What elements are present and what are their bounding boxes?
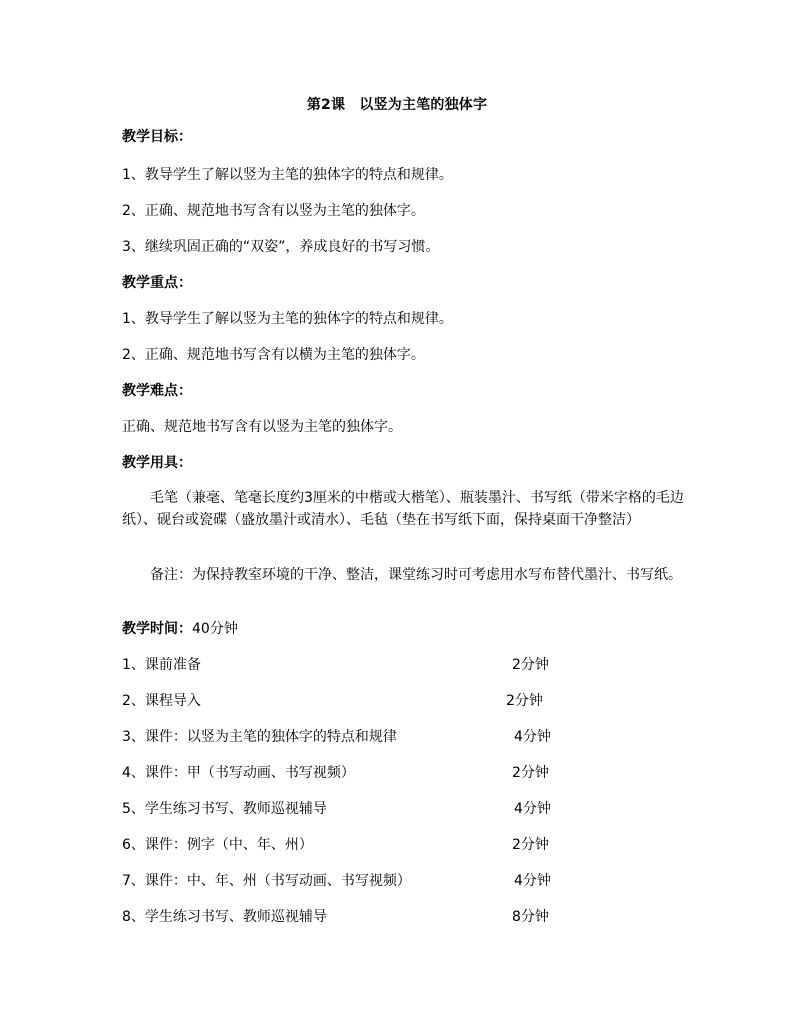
schedule-time-6: 2分钟: [512, 837, 549, 853]
note-text: 备注：为保持教室环境的干净、整洁，课堂练习时可考虑用水写布替代墨汁、书写纸。: [150, 567, 682, 583]
schedule-item-6: 6、课件：例字（中、年、州）: [122, 837, 313, 853]
key-point-item-2: 2、正确、规范地书写含有以横为主笔的独体字。: [122, 347, 425, 363]
teaching-time: [122, 620, 238, 638]
schedule-item-5: 5、学生练习书写、教师巡视辅导: [122, 801, 327, 817]
schedule-time-4: 2分钟: [512, 765, 549, 781]
difficulties-text: 正确、规范地书写含有以竖为主笔的独体字。: [122, 419, 402, 435]
objectives-heading: 教学目标：: [122, 129, 192, 145]
schedule-item-7: 7、课件：中、年、州（书写动画、书写视频）: [122, 873, 411, 889]
key-point-item-1: 1、教导学生了解以竖为主笔的独体字的特点和规律。: [122, 311, 453, 327]
tools-text: 毛笔（兼毫、笔毫长度约3厘米的中楷或大楷笔）、瓶装墨汁、书写纸（带米字格的毛边纸）、砚台或瓷碟（盛放墨汁或清水）、毛毡（垫在书写纸下面，保持桌面干净整洁）: [122, 490, 684, 528]
schedule-time-5: 4分钟: [514, 801, 551, 817]
schedule-time-8: 8分钟: [512, 909, 549, 925]
key-points-heading: 教学重点：: [122, 275, 192, 291]
schedule-item-1: 1、课前准备: [122, 657, 201, 673]
teaching-time-value: 40分钟: [192, 621, 238, 637]
schedule-time-7: 4分钟: [514, 873, 551, 889]
difficulties-heading: 教学难点：: [122, 383, 192, 399]
schedule-item-8: 8、学生练习书写、教师巡视辅导: [122, 909, 327, 925]
objective-item-1: 1、教导学生了解以竖为主笔的独体字的特点和规律。: [122, 167, 453, 183]
page-title: 第2课 以竖为主笔的独体字: [306, 97, 488, 113]
schedule-item-3: 3、课件：以竖为主笔的独体字的特点和规律: [122, 729, 397, 745]
schedule-item-4: 4、课件：甲（书写动画、书写视频）: [122, 765, 355, 781]
objective-item-2: 2、正确、规范地书写含有以竖为主笔的独体字。: [122, 203, 425, 219]
schedule-time-1: 2分钟: [512, 657, 549, 673]
schedule-item-2: 2、课程导入: [122, 693, 201, 709]
tools-heading: 教学用具：: [122, 455, 192, 471]
objective-item-3: 3、继续巩固正确的“双姿”，养成良好的书写习惯。: [122, 239, 440, 255]
teaching-time-label: 教学时间：: [122, 621, 192, 637]
schedule-time-2: 2分钟: [506, 693, 543, 709]
schedule-time-3: 4分钟: [514, 729, 551, 745]
